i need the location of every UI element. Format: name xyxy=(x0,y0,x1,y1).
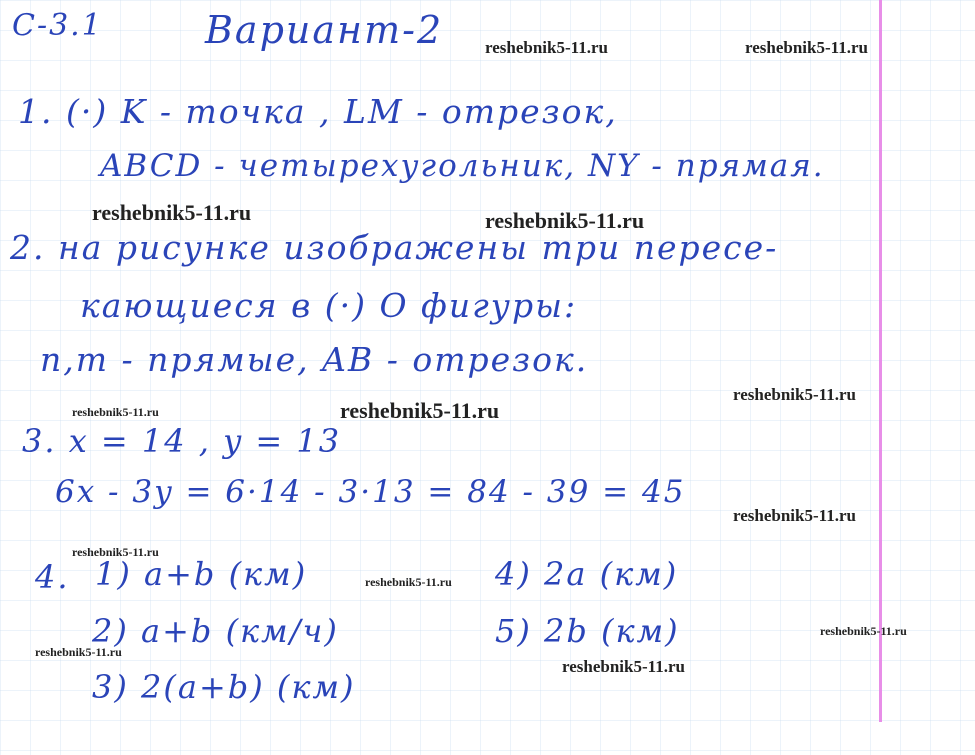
answer-4-item-2: 2) a+b (км/ч) xyxy=(92,612,339,650)
header-variant: Вариант-2 xyxy=(205,8,444,52)
margin-line xyxy=(879,0,882,722)
answer-3-line-1: 3. x = 14 , y = 13 xyxy=(22,422,342,460)
answer-2-line-2: кающиеся в (·) O фигуры: xyxy=(80,286,578,325)
watermark: reshebnik5-11.ru xyxy=(72,405,159,419)
answer-1-line-1: 1. (·) K - точка , LM - отрезок, xyxy=(18,92,618,131)
answer-1-line-2: ABCD - четырехугольник, NY - прямая. xyxy=(100,148,825,184)
answer-3-line-2: 6x - 3y = 6·14 - 3·13 = 84 - 39 = 45 xyxy=(55,474,686,510)
answer-4-item-5: 5) 2b (км) xyxy=(495,612,680,650)
watermark: reshebnik5-11.ru xyxy=(340,398,500,423)
watermark: reshebnik5-11.ru xyxy=(92,200,252,225)
answer-2-line-1: 2. на рисунке изображены три пересе- xyxy=(10,228,779,267)
answer-4-item-4: 4) 2a (км) xyxy=(495,555,679,593)
answer-2-line-3: n,m - прямые, AB - отрезок. xyxy=(40,340,589,379)
answer-4-item-1: 1) a+b (км) xyxy=(95,555,308,593)
watermark: reshebnik5-11.ru xyxy=(733,506,856,525)
watermark: reshebnik5-11.ru xyxy=(485,208,645,233)
answer-4-number: 4. xyxy=(35,558,70,596)
watermark: reshebnik5-11.ru xyxy=(820,624,907,638)
watermark: reshebnik5-11.ru xyxy=(745,38,868,57)
watermark: reshebnik5-11.ru xyxy=(562,657,685,676)
watermark: reshebnik5-11.ru xyxy=(72,545,159,559)
watermark: reshebnik5-11.ru xyxy=(365,575,452,589)
watermark: reshebnik5-11.ru xyxy=(485,38,608,57)
header-code: С-3.1 xyxy=(12,8,103,43)
answer-4-item-3: 3) 2(a+b) (км) xyxy=(92,668,356,706)
watermark: reshebnik5-11.ru xyxy=(733,385,856,404)
watermark: reshebnik5-11.ru xyxy=(35,645,122,659)
